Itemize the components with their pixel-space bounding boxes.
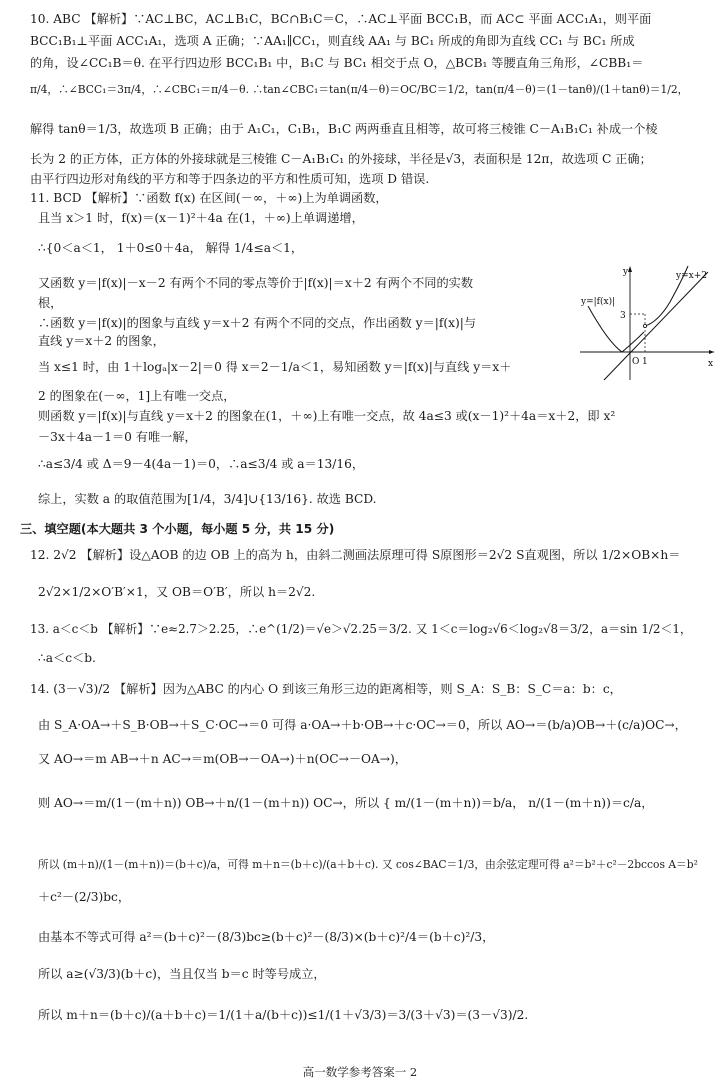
text-line: －3x＋4a－1＝0 有唯一解， (38, 430, 197, 444)
page-footer: 高一数学参考答案一 2 (302, 1065, 418, 1079)
text-line: 所以 a≥(√3/3)(b＋c)，当且仅当 b＝c 时等号成立， (38, 967, 326, 981)
text-line: 由平行四边形对角线的平方和等于四条边的平方和性质可知，选项 D 错误. (30, 172, 430, 186)
line-label: y=x+2 (676, 271, 707, 281)
function-graph (578, 262, 718, 382)
curve-label: y=|f(x)| (581, 297, 616, 307)
abs-f-curve (588, 306, 644, 352)
text-line: 根， (38, 296, 63, 310)
text-line: 则函数 y＝|f(x)|与直线 y＝x＋2 的图象在(1，＋∞)上有唯一交点，故 4a≤3 或(x－1)²＋4a＝x＋2，即 x² (38, 409, 616, 423)
text-line: 综上，实数 a 的取值范围为[1/4，3/4]∪{13/16}. 故选 BCD. (38, 492, 377, 506)
text-line: 所以 m＋n＝(b＋c)/(a＋b＋c)＝1/(1＋a/(b＋c))≤1/(1＋√3/3)＝3/(3＋√3)＝(3－√3)/2. (38, 1008, 529, 1022)
text-line: 且当 x＞1 时，f(x)＝(x－1)²＋4a 在(1，＋∞)上单调递增， (38, 211, 364, 225)
text-line: 的角，设∠CC₁B＝θ. 在平行四边形 BCC₁B₁ 中，B₁C 与 BC₁ 相交于点 O，△BCB₁ 等腰直角三角形，∠CBB₁＝ (30, 56, 644, 70)
text-line: 14. (3－√3)/2 【解析】因为△ABC 的内心 O 到该三角形三边的距离相等，则 S_A：S_B：S_C＝a：b：c， (30, 682, 622, 696)
text-line: ∴{0＜a＜1， 1＋0≤0＋4a， 解得 1/4≤a＜1， (38, 241, 304, 255)
text-line: BCC₁B₁⊥平面 ACC₁A₁，选项 A 正确；∵AA₁∥CC₁，则直线 AA₁ 与 BC₁ 所成的角即为直线 CC₁ 与 BC₁ 所成 (30, 34, 635, 48)
text-line: 所以 (m＋n)/(1－(m＋n))＝(b＋c)/a，可得 m＋n＝(b＋c)/(a＋b＋c). 又 cos∠BAC＝1/3，由余弦定理可得 a²＝b²＋c²－2bccos A＝b² (38, 858, 698, 871)
x-axis-arrow (709, 350, 714, 354)
text-line: 13. a＜c＜b 【解析】∵e≈2.7＞2.25，∴e^(1/2)＝√e＞√2.25＝3/2. 又 1＜c＝log₂√6＜log₂√8＝3/2，a＝sin 1/2＜1， (30, 622, 692, 636)
text-line: 则 AO→＝m/(1－(m＋n)) OB→＋n/(1－(m＋n)) OC→，所以 { m/(1－(m＋n))＝b/a， n/(1－(m＋n))＝c/a， (38, 796, 654, 810)
open-point (643, 324, 646, 327)
line-y-x-plus-2 (604, 272, 708, 380)
text-line: π/4，∴∠BCC₁＝3π/4，∴∠CBC₁＝π/4－θ. ∴tan∠CBC₁＝tan(π/4－θ)＝OC/BC＝1/2，tan(π/4－θ)＝(1－tanθ)/(1＋tanθ)＝1/2， (30, 83, 689, 96)
text-line: 又函数 y＝|f(x)|－x－2 有两个不同的零点等价于|f(x)|＝x＋2 有两个不同的实数 (38, 276, 474, 290)
text-line: 当 x≤1 时，由 1＋logₐ|x－2|＝0 得 x＝2－1/a＜1，易知函数 y＝|f(x)|与直线 y＝x＋ (38, 360, 512, 374)
text-line: 三、填空题(本大题共 3 个小题，每小题 5 分，共 15 分) (20, 522, 335, 536)
y-axis-label: y (623, 267, 629, 277)
text-line: 长为 2 的正方体，正方体的外接球就是三棱锥 C－A₁B₁C₁ 的外接球，半径是√3，表面积是 12π，故选项 C 正确； (30, 152, 652, 166)
text-line: 10. ABC 【解析】∵AC⊥BC，AC⊥B₁C，BC∩B₁C＝C，∴AC⊥平面 BCC₁B，而 AC⊂ 平面 ACC₁A₁，则平面 (30, 12, 652, 26)
y-axis-arrow (628, 266, 632, 272)
text-line: ∴函数 y＝|f(x)|的图象与直线 y＝x＋2 有两个不同的交点，作出函数 y＝|f(x)|与 (38, 316, 477, 330)
text-line: 由 S_A·OA→＋S_B·OB→＋S_C·OC→＝0 可得 a·OA→＋b·OB→＋c·OC→＝0，所以 AO→＝(b/a)OB→＋(c/a)OC→， (38, 718, 687, 732)
text-line: 11. BCD 【解析】∵函数 f(x) 在区间(－∞，＋∞)上为单调函数， (30, 191, 388, 205)
text-line: 12. 2√2 【解析】设△AOB 的边 OB 上的高为 h，由斜二测画法原理可得 S原图形＝2√2 S直观图，所以 1/2×OB×h＝ (30, 548, 681, 562)
text-line: 又 AO→＝m AB→＋n AC→＝m(OB→－OA→)＋n(OC→－OA→)， (38, 752, 407, 766)
text-line: ∴a≤3/4 或 Δ＝9－4(4a－1)＝0，∴a≤3/4 或 a＝13/16， (38, 457, 365, 471)
origin-label: O (632, 357, 640, 367)
text-line: 2 的图象在(－∞，1]上有唯一交点， (38, 389, 236, 403)
x-axis-label: x (708, 359, 714, 369)
three-label: 3 (620, 311, 626, 321)
text-line: ＋c²－(2/3)bc， (38, 890, 131, 904)
text-line: 解得 tanθ＝1/3，故选项 B 正确；由于 A₁C₁，C₁B₁，B₁C 两两垂直且相等，故可将三棱锥 C－A₁B₁C₁ 补成一个棱 (30, 122, 658, 136)
text-line: 2√2×1/2×O′B′×1，又 OB＝O′B′，所以 h＝2√2. (38, 585, 316, 599)
one-label: 1 (642, 357, 648, 367)
text-line: 直线 y＝x＋2 的图象， (38, 334, 165, 348)
text-line: ∴a＜c＜b. (38, 651, 96, 665)
text-line: 由基本不等式可得 a²＝(b＋c)²－(8/3)bc≥(b＋c)²－(8/3)×(b＋c)²/4＝(b＋c)²/3， (38, 930, 495, 944)
